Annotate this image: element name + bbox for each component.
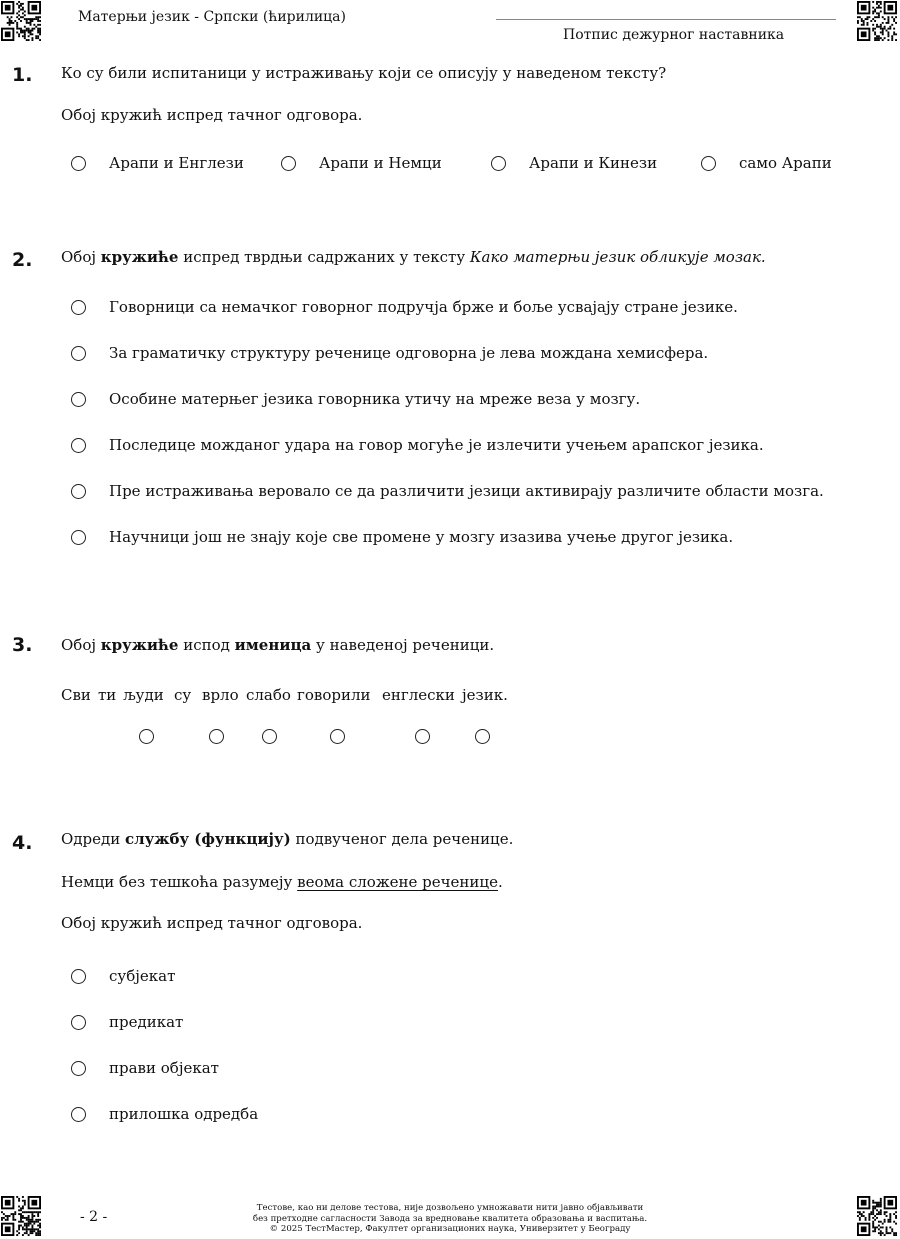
q3-word-8: енглески (382, 686, 455, 704)
q2-option-4-label: Последице можданог удара на говор могуће је излечити учењем арапског језика. (109, 436, 764, 454)
q3-word-7-radio[interactable] (330, 729, 345, 744)
question-2-number: 2. (12, 249, 33, 271)
page-number: - 2 - (80, 1209, 108, 1225)
question-4-number: 4. (12, 832, 33, 854)
q3-word-4: су (174, 686, 192, 704)
q4-option-2-radio[interactable] (71, 1015, 86, 1030)
q2-option-5-radio[interactable] (71, 484, 86, 499)
q1-option-2-radio[interactable] (281, 156, 296, 171)
question-1-prompt: Ко су били испитаници у истраживању који се описују у наведеном тексту? (61, 64, 667, 82)
q2-option-6-radio[interactable] (71, 530, 86, 545)
question-3-number: 3. (12, 634, 33, 656)
q2-option-4-radio[interactable] (71, 438, 86, 453)
question-1-number: 1. (12, 64, 33, 86)
q4-option-1-radio[interactable] (71, 969, 86, 984)
q3-word-9: језик. (462, 686, 508, 704)
q4-option-4-label: прилошка одредба (109, 1105, 259, 1123)
signature-line (496, 19, 836, 20)
q4-option-1-label: субјекат (109, 967, 176, 985)
qr-code-icon (857, 1, 897, 41)
q3-word-1-radio[interactable] (139, 729, 154, 744)
q4-option-3-label: прави објекат (109, 1059, 219, 1077)
q3-word-7: говорили (297, 686, 371, 704)
q3-word-1: Сви (61, 686, 91, 704)
question-4-sentence: Немци без тешкоћа разумеју веома сложене реченице. (61, 873, 503, 891)
q2-option-3-label: Особине матерњег језика говорника утичу на мреже веза у мозгу. (109, 390, 641, 408)
q2-option-3-radio[interactable] (71, 392, 86, 407)
q3-word-8-radio[interactable] (415, 729, 430, 744)
q1-option-4-radio[interactable] (701, 156, 716, 171)
qr-code-icon (1, 1196, 41, 1236)
question-2-prompt: Обој кружиће испред тврдњи садржаних у тексту Како матерњи језик обликује мозак. (61, 248, 766, 266)
q2-option-2-radio[interactable] (71, 346, 86, 361)
q3-word-5-radio[interactable] (262, 729, 277, 744)
signature-label: Потпис дежурног наставника (563, 27, 785, 43)
question-4-prompt: Одреди службу (функцију) подвученог дела реченице. (61, 830, 514, 848)
question-4-instruction: Обој кружић испред тачног одговора. (61, 914, 363, 932)
q1-option-3-label: Арапи и Кинези (529, 154, 658, 172)
q1-option-4-label: само Арапи (739, 154, 832, 172)
question-3-prompt: Обој кружиће испод именица у наведеној реченици. (61, 636, 495, 654)
q3-word-6: слабо (246, 686, 291, 704)
q2-option-5-label: Пре истраживања веровало се да различити језици активирају различите области мозга. (109, 482, 824, 500)
q3-word-2: ти (98, 686, 117, 704)
q1-option-3-radio[interactable] (491, 156, 506, 171)
q3-word-3-radio[interactable] (209, 729, 224, 744)
q1-option-1-radio[interactable] (71, 156, 86, 171)
q4-option-4-radio[interactable] (71, 1107, 86, 1122)
q1-option-1-label: Арапи и Енглези (109, 154, 244, 172)
q3-word-3: људи (123, 686, 164, 704)
q3-word-5: врло (202, 686, 239, 704)
copyright-note: Тестове, као ни делове тестова, није дозвољено умножавати нити јавно објављивати без претходне сагласности Завода за вредновање квалитета образовања и васпитања. © 2025 ТестМастер, Факултет организационих наука, Универзитет у Београду (252, 1203, 648, 1234)
qr-code-icon (857, 1196, 897, 1236)
q2-option-2-label: За граматичку структуру реченице одговорна је лева мождана хемисфера. (109, 344, 709, 362)
q1-option-2-label: Арапи и Немци (319, 154, 442, 172)
q2-option-1-radio[interactable] (71, 300, 86, 315)
q4-option-2-label: предикат (109, 1013, 184, 1031)
qr-code-icon (1, 1, 41, 41)
q4-option-3-radio[interactable] (71, 1061, 86, 1076)
subject-title: Матерњи језик - Српски (ћирилица) (78, 9, 346, 25)
underlined-phrase: веома сложене реченице (297, 873, 498, 891)
q2-option-6-label: Научници још не знају које све промене у мозгу изазива учење другог језика. (109, 528, 734, 546)
question-1-instruction: Обој кружић испред тачног одговора. (61, 106, 363, 124)
q2-option-1-label: Говорници са немачког говорног подручја брже и боље усвајају стране језике. (109, 298, 738, 316)
q3-word-9-radio[interactable] (475, 729, 490, 744)
